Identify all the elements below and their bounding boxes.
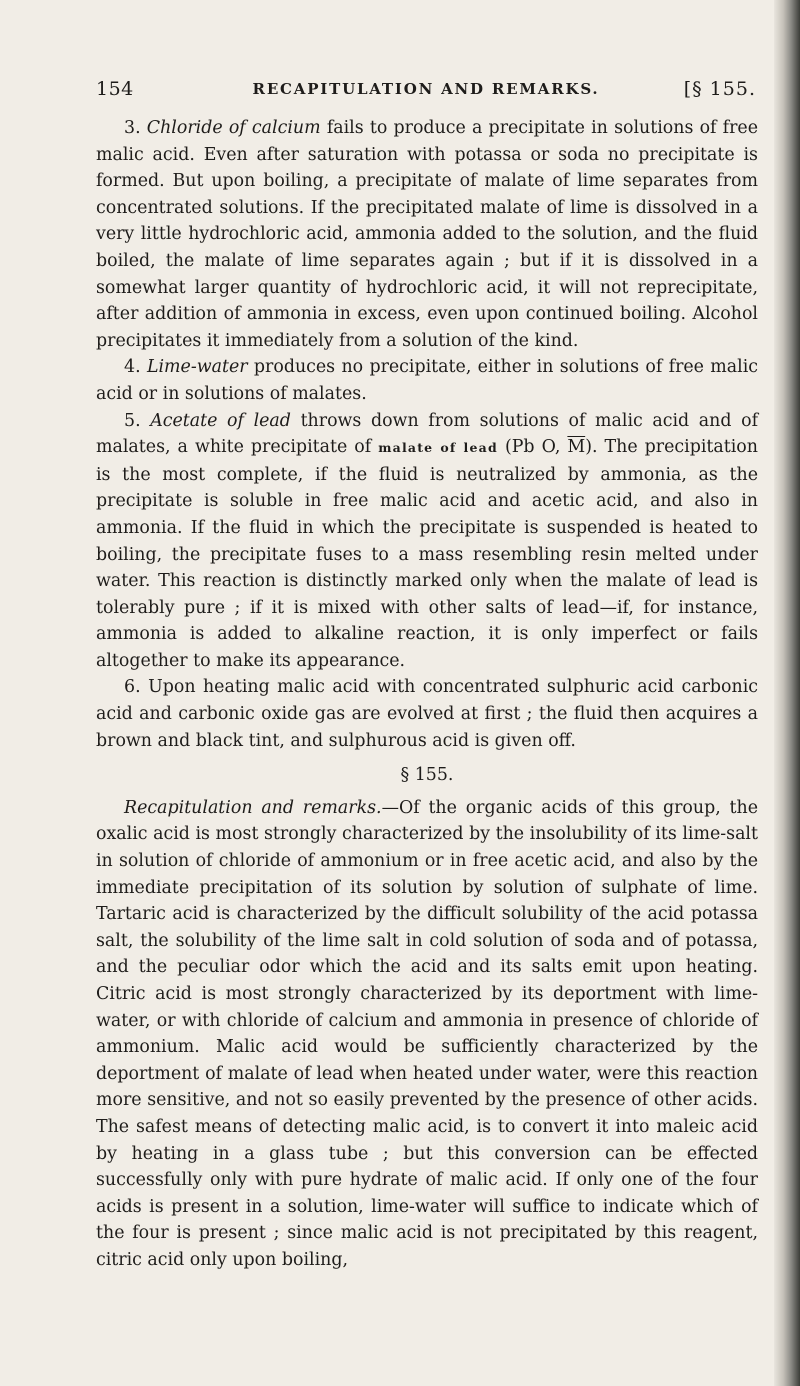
page-header [96, 78, 756, 108]
paragraph-text-continued: The precipitation is the most complete, if the fluid is neutralized by ammonia, as the precipitate is soluble in free malic acid and acetic acid, and also in ammonia. If the fluid in which the precipitate is suspended is heated to boiling, the precipitate fuses to a mass resembling resin melted under water. This reaction is distinctly marked only when the malate of lead is tolerably pure ; if it is mixed with other salts of lead—if, for instance, ammonia is added to alkaline reaction, it is only imperfect or fails altogether to make its appearance. [96, 437, 758, 671]
reagent-name: Lime-water [146, 357, 248, 378]
compound-name: malate of lead [378, 440, 498, 456]
paragraph-item-4 [96, 354, 758, 407]
paragraph-item-6 [96, 674, 758, 754]
item-number: 4. [124, 357, 141, 378]
item-number: 3. [124, 118, 141, 138]
reagent-name: Chloride of calcium [146, 118, 321, 138]
item-number: 6. [124, 677, 141, 698]
formula-end: ). [585, 437, 598, 458]
page-number: 154 [96, 78, 134, 100]
section-lead: Recapitulation and remarks. [124, 797, 382, 818]
running-title: RECAPITULATION AND REMARKS. [252, 80, 600, 98]
paragraph-recapitulation [96, 795, 758, 1274]
paragraph-text: produces no precipitate, either in solutions of free malic acid or in solutions of malates. [96, 357, 759, 404]
formula-overlined-symbol: $\overline{M}$ [567, 437, 586, 458]
section-reference: [§ 155. [683, 78, 756, 100]
formula-start: (Pb O, [504, 437, 568, 458]
section-heading: § 155. [400, 765, 454, 786]
page-body [96, 115, 758, 1274]
paragraph-text: —Of the organic acids of this group, the oxalic acid is most strongly characterized by the insolubility of its lime-salt in solution of chloride of ammonium or in free acetic acid, and also by the immediate precipitation of its solution by solution of sulphate of lime. Tartaric acid is characterized by the difficult solubility of the acid potassa salt, the solubility of the lime salt in cold solution of soda and of potassa, and the peculiar odor which the acid and its salts emit upon heating. Citric acid is most strongly characterized by its deportment with lime-water, or with chloride of calcium and ammonia in presence of chloride of ammonium. Malic acid would be sufficiently characterized by the deportment of malate of lead when heated under water, were this reaction more sensitive, and not so easily prevented by the presence of other acids. The safest means of detecting malic acid, is to convert it into maleic acid by heating in a glass tube ; but this conversion can be effected successfully only with pure hydrate of malic acid. If only one of the four acids is present in a solution, lime-water will suffice to indicate which of the four is present ; since malic acid is not precipitated by this reagent, citric acid only upon boiling, [96, 797, 758, 1270]
reagent-name: Acetate of lead [150, 410, 291, 431]
chemical-formula [505, 437, 598, 457]
paragraph-text: fails to produce a precipitate in solutions of free malic acid. Even after saturation with potassa or soda no precipitate is formed. But upon boiling, a precipitate of malate of lime separates from concentrated solutions. If the precipitated malate of lime is dissolved in a very little hydrochloric acid, ammonia added to the solution, and the fluid boiled, the malate of lime separates again ; but if it is dissolved in a somewhat larger quantity of hydrochloric acid, it will not reprecipitate, after addition of ammonia in excess, even upon continued boiling. Alcohol precipitates it immediately from a solution of the kind. [96, 118, 759, 351]
paragraph-item-3 [96, 115, 758, 354]
paragraph-text: throws down from solutions of malic acid and of malates, a white precipitate of [96, 410, 759, 458]
item-number: 5. [124, 410, 141, 431]
page-edge-shadow [774, 0, 800, 1386]
paragraph-text: Upon heating malic acid with concentrated sulphuric acid carbonic acid and carbonic oxide gas are evolved at first ; the fluid then acquires a brown and black tint, and sulphurous acid is given off. [96, 677, 758, 751]
paragraph-item-5 [96, 408, 758, 675]
